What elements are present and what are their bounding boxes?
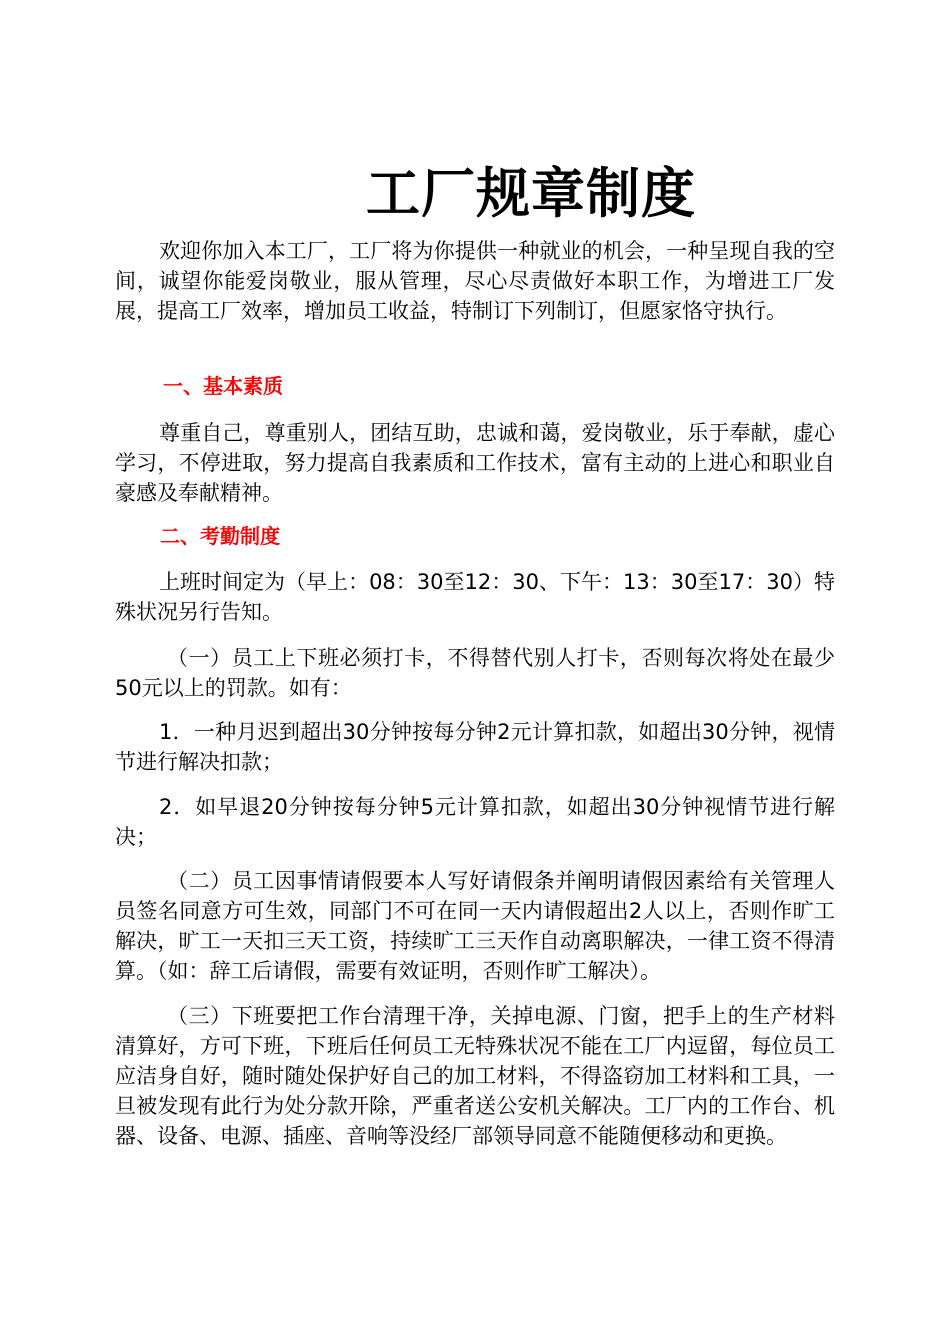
basic-quality-paragraph: 尊重自己，尊重别人，团结互助，忠诚和蔼，爱岗敬业，乐于奉献，虚心学习，不停进取，努力提高自我素质和工作技术，富有主动的上进心和职业自豪感及奉献精神。 — [115, 421, 835, 505]
working-hours-paragraph: 上班时间定为（早上：08：30至12：30、下午：13：30至17：30）特殊状况另行告知。 — [115, 570, 835, 624]
document-title: 工厂规章制度 — [366, 162, 696, 225]
section-heading-basic-quality: 一、基本素质 — [163, 374, 283, 398]
late-deduction-paragraph: 1．一种月迟到超出30分钟按每分钟2元计算扣款，如超出30分钟，视情节进行解决扣款； — [115, 720, 835, 774]
clock-in-rule-paragraph: （一）员工上下班必须打卡，不得替代别人打卡，否则每次将处在最少50元以上的罚款。如有： — [115, 646, 835, 700]
early-leave-deduction-paragraph: 2．如早退20分钟按每分钟5元计算扣款，如超出30分钟视情节进行解决； — [115, 795, 835, 849]
section-heading-attendance: 二、考勤制度 — [160, 524, 280, 548]
intro-paragraph: 欢迎你加入本工厂，工厂将为你提供一种就业的机会，一种呈现自我的空间，诚望你能爱岗敬业，服从管理，尽心尽责做好本职工作，为增进工厂发展，提高工厂效率，增加员工收益，特制订下列制订，但愿家恪守执行。 — [115, 239, 835, 323]
leave-request-paragraph: （二）员工因事情请假要本人写好请假条并阐明请假因素给有关管理人员签名同意方可生效，同部门不可在同一天内请假超出2人以上，否则作旷工解决，旷工一天扣三天工资，持续旷工三天作自动离职解决，一律工资不得清算。（如：辞工后请假，需要有效证明，否则作旷工解决）。 — [115, 869, 835, 983]
end-of-shift-paragraph: （三）下班要把工作台清理干净，关掉电源、门窗，把手上的生产材料清算好，方可下班，下班后任何员工无特殊状况不能在工厂内逗留，每位员工应洁身自好，随时随处保护好自己的加工材料，不得盗窃加工材料和工具，一旦被发现有此行为处分款开除，严重者送公安机关解决。工厂内的工作台、机器、设备、电源、插座、音响等没经厂部领导同意不能随便移动和更换。 — [115, 1004, 835, 1148]
